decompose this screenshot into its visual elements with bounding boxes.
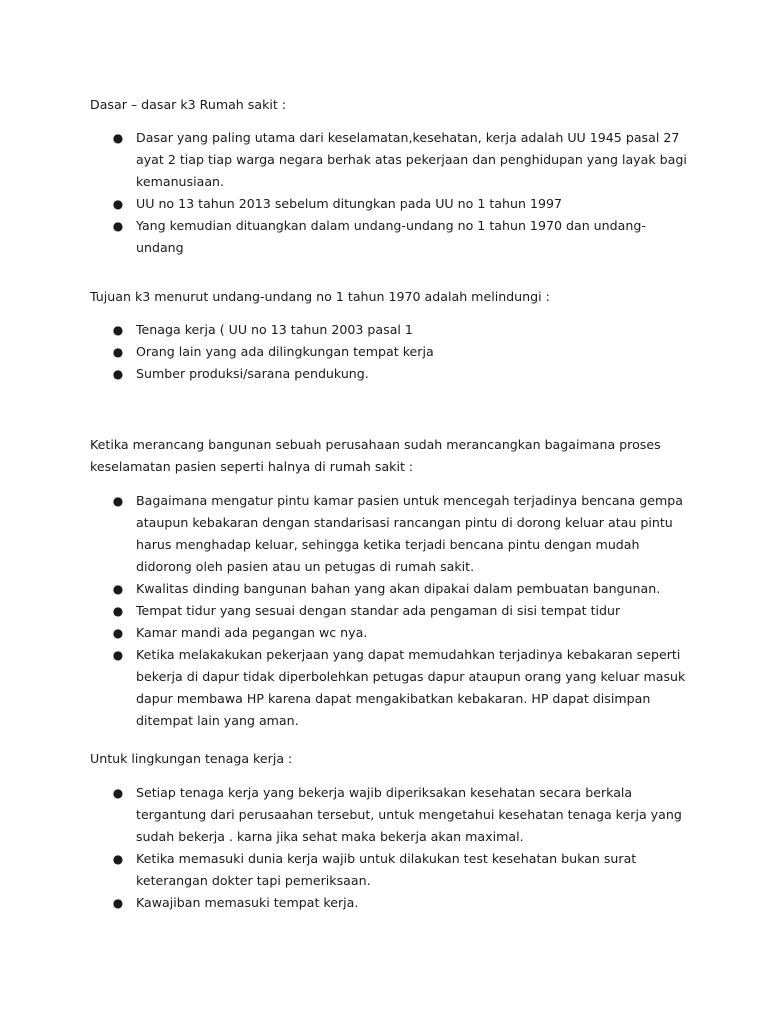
list-item-text: Tempat tidur yang sesuai dengan standar ada pengaman di sisi tempat tidur: [136, 603, 621, 618]
section-dasar-k3: [90, 94, 690, 259]
bullet-icon: ●: [112, 494, 124, 508]
list-item: [90, 622, 690, 644]
bullet-icon: ●: [112, 367, 124, 381]
list-item: [90, 578, 690, 600]
list-item: [90, 782, 690, 848]
list-item-text: Dasar yang paling utama dari keselamatan,kesehatan, kerja adalah UU 1945 pasal 27 ayat 2 tiap tiap warga negara berhak atas pekerjaan dan penghidupan yang layak bagi kemanusiaan.: [136, 130, 687, 189]
list-item: [90, 892, 690, 914]
bullet-icon: ●: [112, 219, 124, 233]
list-item: [90, 490, 690, 578]
list-item-text: Sumber produksi/sarana pendukung.: [136, 366, 369, 381]
bullet-icon: ●: [112, 197, 124, 211]
bullet-icon: ●: [112, 896, 124, 910]
list-item-text: Ketika melakakukan pekerjaan yang dapat memudahkan terjadinya kebakaran seperti bekerja di dapur tidak diperbolehkan petugas dapur ataupun orang yang keluar masuk dapur membawa HP karena dapat mengakibatkan kebakaran. HP dapat disimpan ditempat lain yang aman.: [136, 647, 686, 728]
section-heading: Dasar – dasar k3 Rumah sakit :: [90, 97, 287, 112]
list-item-text: Kawajiban memasuki tempat kerja.: [136, 895, 359, 910]
bullet-list: [90, 127, 690, 259]
list-item: [90, 644, 690, 732]
list-item: [90, 600, 690, 622]
bullet-icon: ●: [112, 786, 124, 800]
list-item: [90, 215, 690, 259]
section-heading: Tujuan k3 menurut undang-undang no 1 tahun 1970 adalah melindungi :: [90, 289, 550, 304]
bullet-icon: ●: [112, 345, 124, 359]
section-rancang-bangunan: [90, 434, 690, 732]
list-item: [90, 127, 690, 193]
list-item-text: Ketika memasuki dunia kerja wajib untuk dilakukan test kesehatan bukan surat keterangan dokter tapi pemeriksaan.: [136, 851, 637, 888]
section-heading: Untuk lingkungan tenaga kerja :: [90, 751, 293, 766]
list-item: [90, 848, 690, 892]
bullet-icon: ●: [112, 582, 124, 596]
list-item: [90, 341, 690, 363]
bullet-icon: ●: [112, 131, 124, 145]
bullet-icon: ●: [112, 852, 124, 866]
bullet-icon: ●: [112, 323, 124, 337]
bullet-icon: ●: [112, 604, 124, 618]
list-item: [90, 363, 690, 385]
list-item-text: Yang kemudian dituangkan dalam undang-undang no 1 tahun 1970 dan undang-undang: [136, 218, 646, 255]
bullet-icon: ●: [112, 626, 124, 640]
bullet-list: [90, 782, 690, 914]
bullet-list: [90, 490, 690, 732]
section-heading: Ketika merancang bangunan sebuah perusahaan sudah merancangkan bagaimana proses keselamatan pasien seperti halnya di rumah sakit :: [90, 437, 661, 474]
bullet-icon: ●: [112, 648, 124, 662]
section-tujuan-k3: [90, 286, 690, 385]
list-item: [90, 193, 690, 215]
list-item-text: Bagaimana mengatur pintu kamar pasien untuk mencegah terjadinya bencana gempa ataupun kebakaran dengan standarisasi rancangan pintu di dorong keluar atau pintu harus menghadap keluar, sehingga ketika terjadi bencana pintu dengan mudah didorong oleh pasien atau un petugas di rumah sakit.: [136, 493, 683, 574]
list-item-text: UU no 13 tahun 2013 sebelum ditungkan pada UU no 1 tahun 1997: [136, 196, 563, 211]
list-item-text: Kamar mandi ada pegangan wc nya.: [136, 625, 368, 640]
list-item-text: Tenaga kerja ( UU no 13 tahun 2003 pasal 1: [136, 322, 413, 337]
list-item-text: Orang lain yang ada dilingkungan tempat kerja: [136, 344, 434, 359]
bullet-list: [90, 319, 690, 385]
list-item: [90, 319, 690, 341]
list-item-text: Kwalitas dinding bangunan bahan yang akan dipakai dalam pembuatan bangunan.: [136, 581, 661, 596]
list-item-text: Setiap tenaga kerja yang bekerja wajib diperiksakan kesehatan secara berkala tergantung dari perusaahan tersebut, untuk mengetahui kesehatan tenaga kerja yang sudah bekerja . karna jika sehat maka bekerja akan maximal.: [136, 785, 682, 844]
section-lingkungan-tenaga-kerja: [90, 748, 690, 914]
